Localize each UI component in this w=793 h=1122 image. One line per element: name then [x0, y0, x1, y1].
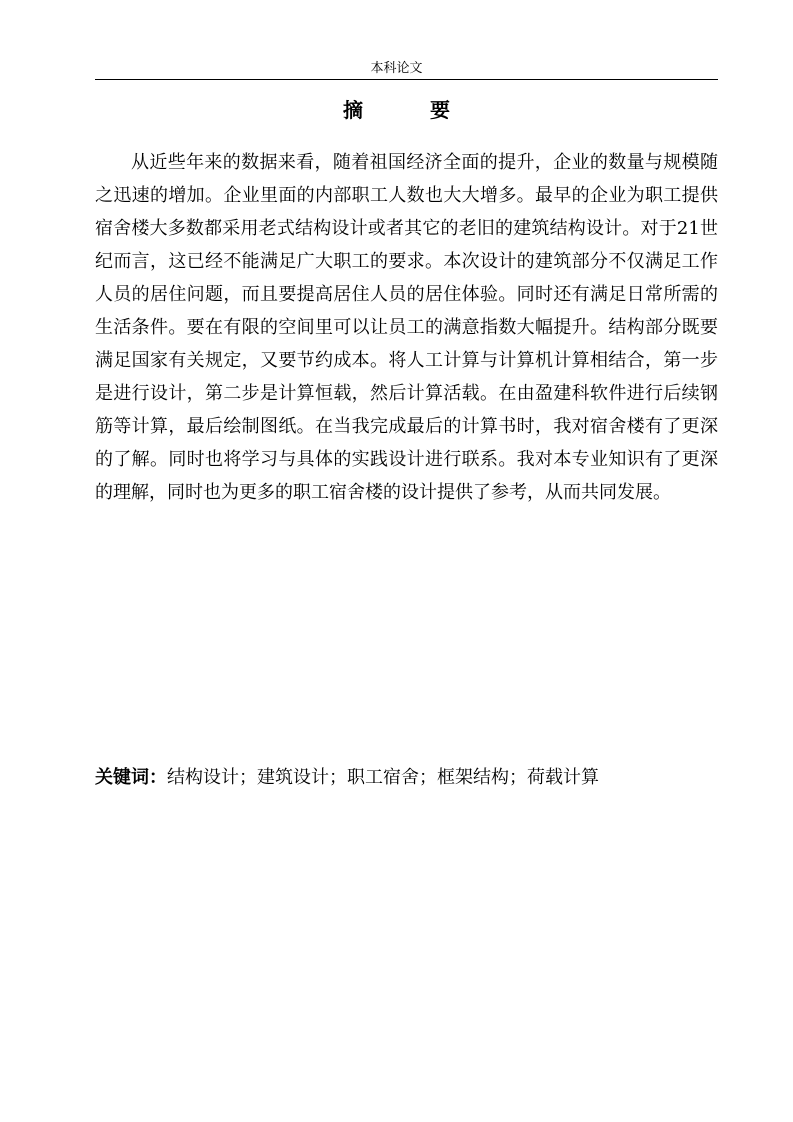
abstract-title: 摘 要: [343, 98, 480, 122]
keywords-value: 结构设计；建筑设计；职工宿舍；框架结构；荷载计算: [167, 767, 599, 788]
keywords-line: [95, 764, 718, 792]
abstract-body: 从近些年来的数据来看，随着祖国经济全面的提升，企业的数量与规模随之迅速的增加。企业里面的内部职工人数也大大增多。最早的企业为职工提供宿舍楼大多数都采用老式结构设计或者其它的老旧的建筑结构设计。对于21世纪而言，这已经不能满足广大职工的要求。本次设计的建筑部分不仅满足工作人员的居住问题，而且要提高居住人员的居住体验。同时还有满足日常所需的生活条件。要在有限的空间里可以让员工的满意指数大幅提升。结构部分既要满足国家有关规定，又要节约成本。将人工计算与计算机计算相结合，第一步是进行设计，第二步是计算恒载，然后计算活载。在由盈建科软件进行后续钢筋等计算，最后绘制图纸。在当我完成最后的计算书时，我对宿舍楼有了更深的了解。同时也将学习与具体的实践设计进行联系。我对本专业知识有了更深的理解，同时也为更多的职工宿舍楼的设计提供了参考，从而共同发展。: [95, 152, 718, 503]
keywords-label: 关键词：: [95, 767, 167, 788]
running-header: 本科论文: [370, 61, 423, 76]
header-rule: [95, 79, 718, 80]
